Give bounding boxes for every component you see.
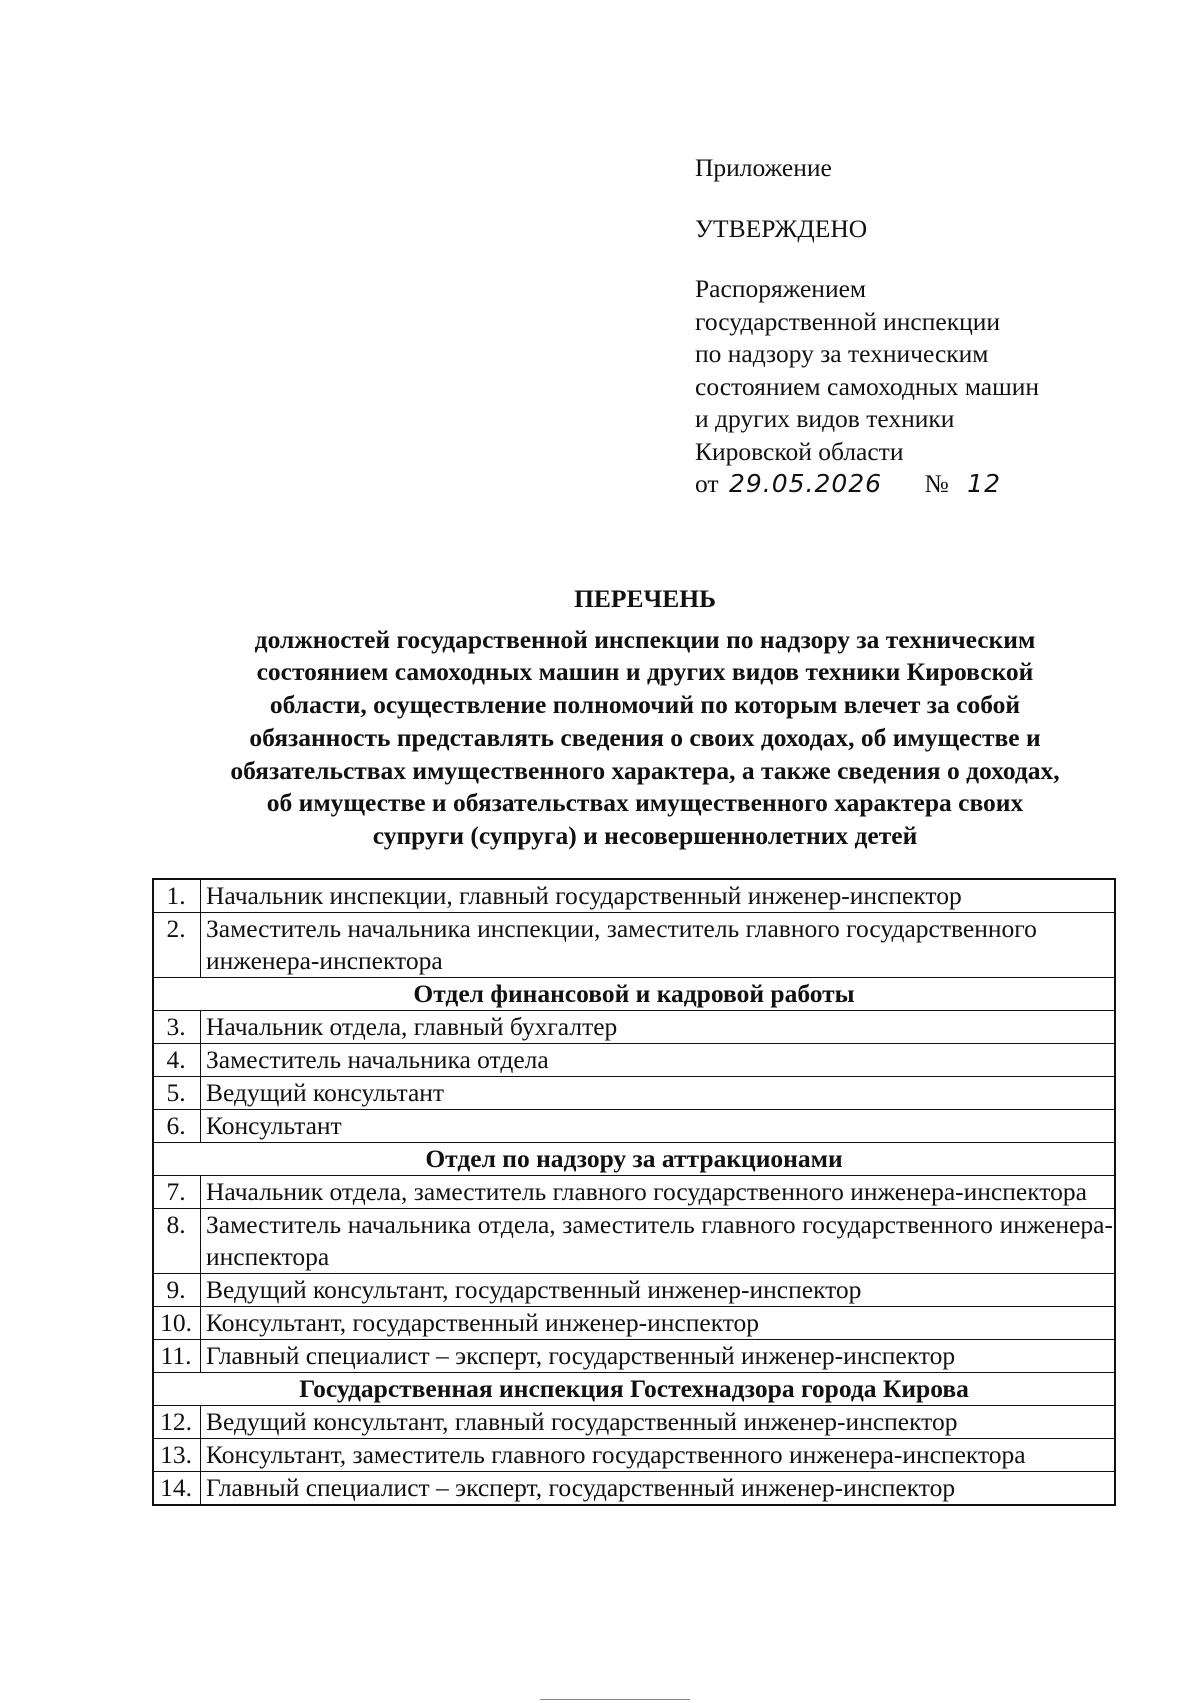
handwritten-date: 29.05.2026 — [728, 469, 883, 498]
table-row — [153, 1307, 1115, 1340]
row-number: 8. — [153, 1209, 201, 1274]
handwritten-number: 12 — [967, 469, 1001, 498]
table-row — [153, 879, 1115, 913]
position-title: Начальник отдела, заместитель главного государственного инженера-инспектора — [201, 1176, 1116, 1209]
section-header-row — [153, 978, 1115, 1011]
decree-line: государственной инспекции — [695, 306, 1001, 336]
scan-edge-mark — [540, 1699, 690, 1700]
table-row — [153, 1274, 1115, 1307]
heading-line: об имуществе и обязательствах имущественного характера своих — [266, 788, 1024, 818]
table-row — [153, 1439, 1115, 1472]
row-number: 14. — [153, 1472, 201, 1506]
decree-line: и других видов техники — [695, 404, 955, 433]
document-heading — [150, 583, 1140, 853]
row-number: 7. — [153, 1176, 201, 1209]
table-row — [153, 1406, 1115, 1439]
position-title: Ведущий консультант — [201, 1077, 1116, 1110]
row-number: 12. — [153, 1406, 201, 1439]
heading-line: области, осуществление полномочий по которым влечет за собой — [269, 690, 1021, 720]
heading-line: состоянием самоходных машин и других видов техники Кировской — [256, 657, 1034, 687]
appendix-label: Приложение — [695, 153, 832, 182]
table-row — [153, 1110, 1115, 1143]
row-number: 11. — [153, 1340, 201, 1373]
document-title: ПЕРЕЧЕНЬ — [574, 584, 716, 613]
heading-line: супруги (супруга) и несовершеннолетних детей — [372, 820, 918, 850]
position-title: Главный специалист – эксперт, государственный инженер-инспектор — [201, 1472, 1116, 1506]
approval-block — [695, 152, 1155, 501]
row-number: 6. — [153, 1110, 201, 1143]
position-title: Консультант, заместитель главного государственного инженера-инспектора — [201, 1439, 1116, 1472]
table-row — [153, 1209, 1115, 1274]
number-sign: № — [924, 469, 949, 498]
decree-line: Кировской области — [695, 436, 904, 466]
section-attractions-header: Отдел по надзору за аттракционами — [153, 1143, 1115, 1176]
row-number: 10. — [153, 1307, 201, 1340]
section-kirov-header: Государственная инспекция Гостехнадзора города Кирова — [153, 1373, 1115, 1406]
row-number: 1. — [153, 879, 201, 913]
position-title: Заместитель начальника инспекции, заместитель главного государственного инженера-инспектора — [201, 913, 1116, 978]
position-title: Главный специалист – эксперт, государственный инженер-инспектор — [201, 1340, 1116, 1373]
decree-line: состоянием самоходных машин — [695, 371, 1040, 401]
decree-line: Распоряжением — [695, 274, 867, 303]
section-header-row — [153, 1373, 1115, 1406]
position-title: Консультант, государственный инженер-инспектор — [201, 1307, 1116, 1340]
table-row — [153, 1011, 1115, 1044]
row-number: 13. — [153, 1439, 201, 1472]
position-title: Начальник инспекции, главный государственный инженер-инспектор — [201, 879, 1116, 913]
table-row — [153, 1340, 1115, 1373]
position-title: Начальник отдела, главный бухгалтер — [201, 1011, 1116, 1044]
row-number: 2. — [153, 913, 201, 978]
row-number: 3. — [153, 1011, 201, 1044]
approved-stamp-text: УТВЕРЖДЕНО — [695, 213, 868, 243]
date-prefix: от — [695, 469, 719, 498]
table-row — [153, 913, 1115, 978]
heading-line: обязанность представлять сведения о своих доходах, об имуществе и — [249, 722, 1041, 752]
row-number: 5. — [153, 1077, 201, 1110]
position-title: Заместитель начальника отдела — [201, 1044, 1116, 1077]
row-number: 4. — [153, 1044, 201, 1077]
heading-line: должностей государственной инспекции по надзору за техническим — [254, 624, 1036, 654]
section-finance-header: Отдел финансовой и кадровой работы — [153, 978, 1115, 1011]
decree-text — [695, 273, 1155, 468]
position-title: Консультант — [201, 1110, 1116, 1143]
position-title: Заместитель начальника отдела, заместитель главного государственного инженера-инспектора — [201, 1209, 1116, 1274]
date-number-line — [695, 468, 1155, 501]
table-row — [153, 1044, 1115, 1077]
position-title: Ведущий консультант, государственный инженер-инспектор — [201, 1274, 1116, 1307]
table-row — [153, 1176, 1115, 1209]
heading-line: обязательствах имущественного характера, а также сведения о доходах, — [230, 755, 1060, 785]
table-row — [153, 1077, 1115, 1110]
table-row — [153, 1472, 1115, 1506]
section-header-row — [153, 1143, 1115, 1176]
position-title: Ведущий консультант, главный государственный инженер-инспектор — [201, 1406, 1116, 1439]
row-number: 9. — [153, 1274, 201, 1307]
positions-table — [152, 878, 1116, 1506]
decree-line: по надзору за техническим — [695, 339, 989, 368]
